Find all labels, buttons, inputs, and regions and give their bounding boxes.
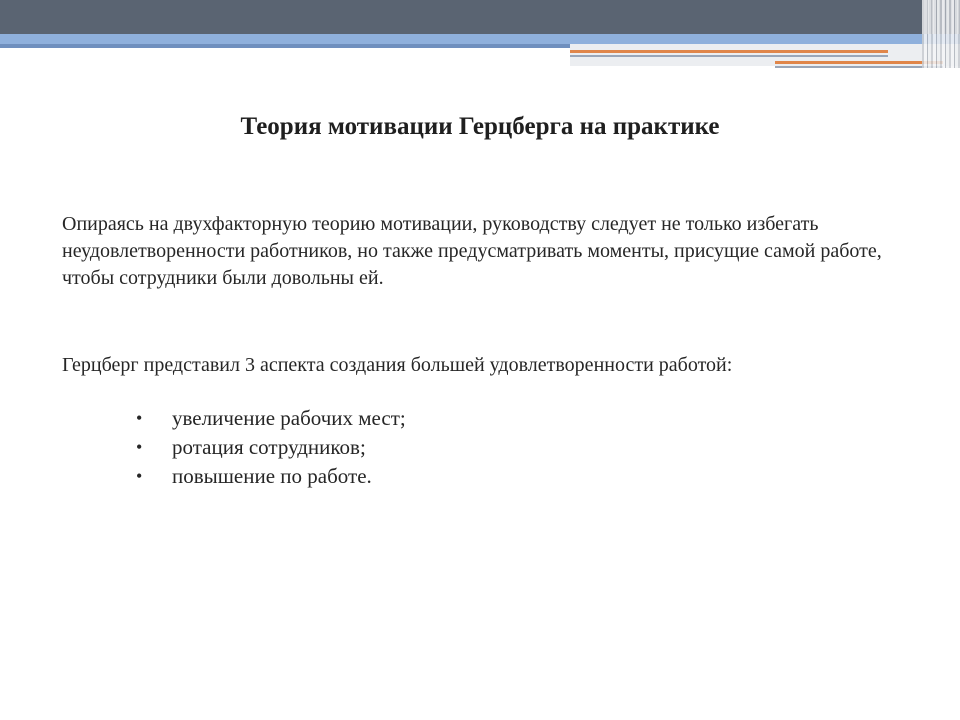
header-band-dark (0, 0, 960, 34)
list-item (132, 404, 406, 433)
list-item-text: повышение по работе. (172, 464, 372, 488)
list-item (132, 462, 406, 491)
slide-title: Теория мотивации Герцберга на практике (240, 113, 720, 140)
accent-line-grey-top (570, 55, 888, 57)
accent-line-grey-bottom (775, 66, 943, 68)
accent-line-orange-bottom (775, 61, 943, 64)
header-band-blue (0, 34, 960, 44)
list-item-text: увеличение рабочих мест; (172, 406, 406, 430)
aspects-paragraph: Герцберг представил 3 аспекта создания большей удовлетворенности работой: (62, 354, 733, 376)
intro-paragraph: Опираясь на двухфакторную теорию мотивации, руководству следует не только избегать неудовлетворенности работников, но также предусматривать моменты, присущие самой работе, чтобы сотрудники были довольны ей. (62, 213, 882, 289)
decorative-vertical-stripes-overlay (922, 0, 960, 34)
list-item-text: ротация сотрудников; (172, 435, 366, 459)
list-item (132, 433, 406, 462)
aspects-list (132, 404, 406, 491)
bullet-icon: • (136, 437, 143, 457)
bullet-icon: • (136, 466, 143, 486)
header-band-blue-strip (0, 44, 570, 48)
accent-line-orange-top (570, 50, 888, 53)
bullet-icon: • (136, 408, 143, 428)
